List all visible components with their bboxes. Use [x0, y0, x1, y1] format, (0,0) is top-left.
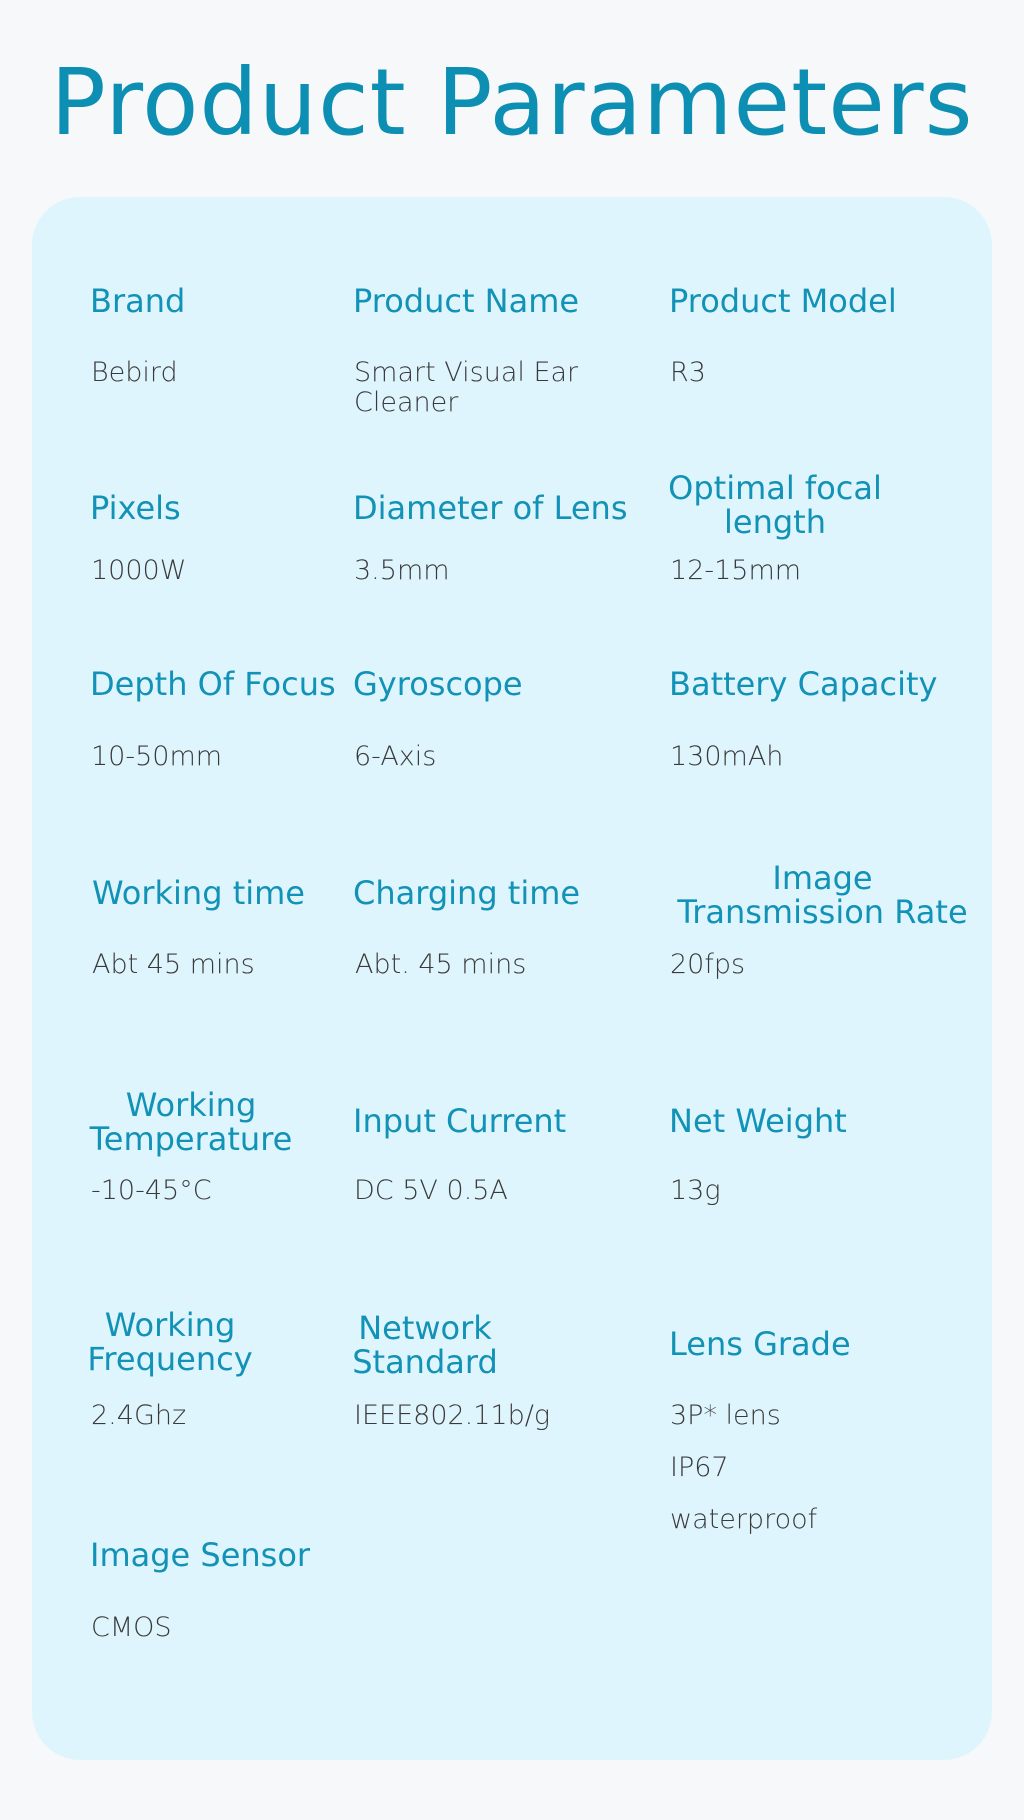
param-label-charging-time: Charging time — [353, 874, 581, 912]
param-value-focal-length: 12-15mm — [670, 555, 802, 586]
param-value-lens-diameter: 3.5mm — [354, 555, 450, 586]
param-value-battery-capacity: 130mAh — [670, 741, 784, 772]
param-value-product-name: Smart Visual Ear Cleaner — [354, 357, 579, 418]
param-label-transmission-rate: Image Transmission Rate — [677, 859, 968, 931]
param-label-brand: Brand — [90, 282, 186, 320]
param-label-gyroscope: Gyroscope — [353, 665, 523, 703]
param-value-gyroscope: 6-Axis — [354, 741, 437, 772]
param-label-net-weight: Net Weight — [669, 1102, 847, 1140]
param-value-input-current: DC 5V 0.5A — [354, 1175, 508, 1206]
page-title: Product Parameters — [50, 49, 974, 156]
param-value-product-model: R3 — [670, 357, 706, 388]
param-label-working-frequency: Working Frequency — [87, 1306, 253, 1378]
param-value-lens-grade: 3P* lens IP67 waterproof — [670, 1400, 818, 1535]
param-label-battery-capacity: Battery Capacity — [669, 665, 938, 703]
param-label-depth-of-focus: Depth Of Focus — [90, 665, 336, 703]
param-value-working-temperature: -10-45°C — [91, 1175, 212, 1206]
param-label-lens-diameter: Diameter of Lens — [353, 489, 628, 527]
param-value-charging-time: Abt. 45 mins — [355, 949, 527, 980]
param-value-depth-of-focus: 10-50mm — [91, 741, 223, 772]
param-label-working-temperature: Working Temperature — [89, 1086, 293, 1158]
param-value-network-standard: IEEE802.11b/g — [354, 1400, 551, 1431]
param-value-transmission-rate: 20fps — [670, 949, 746, 980]
param-label-product-model: Product Model — [669, 282, 897, 320]
param-label-focal-length: Optimal focal length — [668, 469, 882, 541]
param-value-image-sensor: CMOS — [91, 1612, 172, 1643]
param-value-net-weight: 13g — [670, 1175, 721, 1206]
param-label-lens-grade: Lens Grade — [669, 1325, 851, 1363]
param-value-working-time: Abt 45 mins — [92, 949, 255, 980]
param-value-pixels: 1000W — [91, 555, 187, 586]
param-label-pixels: Pixels — [90, 489, 181, 527]
param-label-product-name: Product Name — [353, 282, 580, 320]
param-label-input-current: Input Current — [353, 1102, 567, 1140]
param-label-working-time: Working time — [92, 874, 305, 912]
param-value-brand: Bebird — [91, 357, 178, 388]
param-label-network-standard: Network Standard — [352, 1309, 498, 1381]
param-value-working-frequency: 2.4Ghz — [91, 1400, 187, 1431]
param-label-image-sensor: Image Sensor — [90, 1536, 311, 1574]
